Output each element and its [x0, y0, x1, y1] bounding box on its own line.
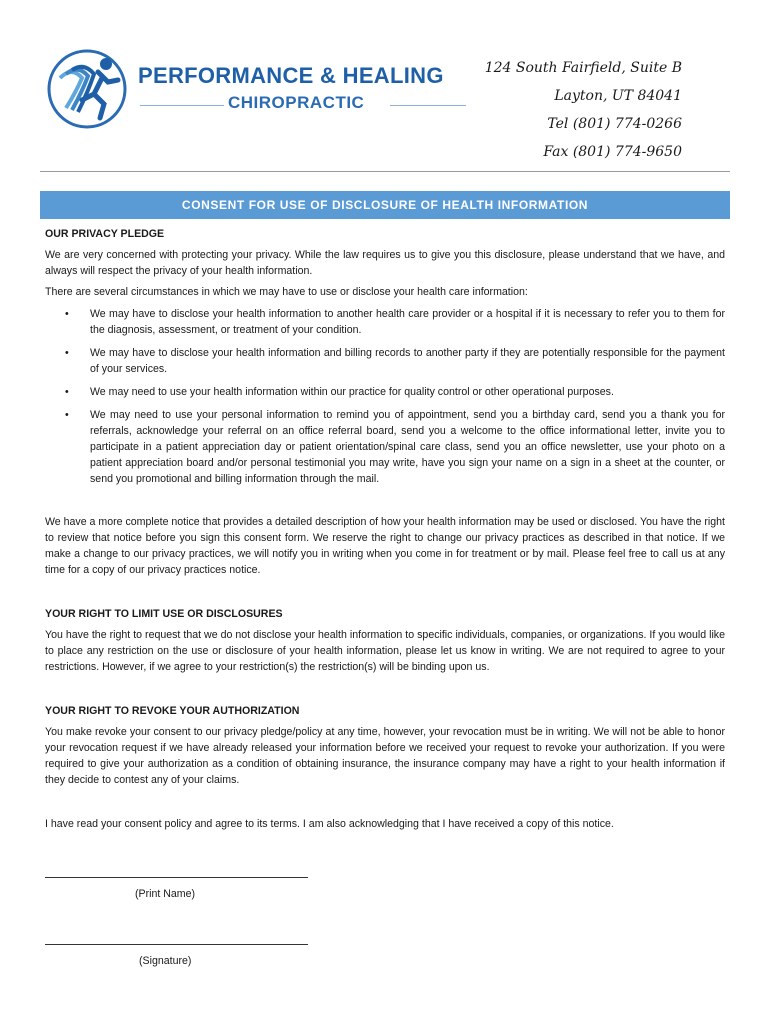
acknowledgement-statement: I have read your consent policy and agree to its terms. I am also acknowledging that I have received a copy of this notice.	[45, 818, 614, 830]
phone-number: Tel (801) 774-0266	[547, 116, 682, 132]
list-item: • We may have to disclose your health information and billing records to another party if they are potentially responsible for the payment of your services.	[65, 347, 725, 375]
brand-name: PERFORMANCE & HEALING	[138, 63, 444, 88]
revoke-authorization-body: You make revoke your consent to our privacy pledge/policy at any time, however, your revocation must be in writing. We will not be able to honor your revocation request if we have already released your information before we received your request to revoke your authorization. If you were required to give your authorization as a condition of obtaining insurance, the insurance company may have a right to your health information if they decide to contest any of your claims.	[45, 726, 725, 786]
fax-number: Fax (801) 774-9650	[543, 144, 682, 160]
revoke-authorization-heading: YOUR RIGHT TO REVOKE YOUR AUTHORIZATION	[45, 705, 300, 717]
brand-subtitle: CHIROPRACTIC	[228, 93, 365, 112]
address-line-1: 124 South Fairfield, Suite B	[484, 60, 682, 76]
signature-line[interactable]	[45, 944, 308, 945]
brand-rule-right	[390, 105, 466, 106]
limit-disclosures-heading: YOUR RIGHT TO LIMIT USE OR DISCLOSURES	[45, 608, 283, 620]
form-body	[45, 224, 725, 832]
circumstances-lead: There are several circumstances in which we may have to use or disclose your health care information:	[45, 286, 528, 298]
list-item: • We may have to disclose your health information to another health care provider or a hospital if it is necessary to refer you to them for the diagnosis, assessment, or treatment of your condition.	[65, 308, 725, 336]
form-title-banner: CONSENT FOR USE OF DISCLOSURE OF HEALTH INFORMATION	[40, 191, 730, 219]
privacy-notice-paragraph: We have a more complete notice that provides a detailed description of how your health information may be used or disclosed. You have the right to review that notice before you sign this consent form. We reserve the right to change our privacy practices as described in that notice. If we make a change to our privacy practices, we will notify you in writing when you come in for treatment or by mail. Please feel free to call us at any time for a copy of our privacy practices notice.	[45, 516, 725, 576]
print-name-label: (Print Name)	[135, 888, 196, 900]
practice-address	[485, 54, 682, 166]
circumstances-list	[45, 306, 725, 487]
privacy-pledge-heading: OUR PRIVACY PLEDGE	[45, 228, 165, 240]
bullet-icon: •	[65, 386, 69, 398]
print-name-line[interactable]	[45, 877, 308, 878]
list-item: • We may need to use your health information within our practice for quality control or other operational purposes.	[65, 386, 614, 398]
address-line-2: Layton, UT 84041	[554, 88, 682, 104]
list-item: • We may need to use your personal information to remind you of appointment, send you a birthday card, send you a thank you for referrals, acknowledge your referral on an office referral board, send you a welcome to the office informational letter, invite you to participate in a patient appreciation day or patient orientation/spinal care class, send you an office newsletter, use your photo on a patient appreciation board and/or personal testimonial you may write, have you sign your name on a sign in a sheet at the counter, or send you promotional and billing information through the mail.	[65, 409, 725, 485]
limit-disclosures-body: You have the right to request that we do not disclose your health information to specific individuals, companies, or organizations. If you would like to place any restriction on the use or disclosure of your health information, please let us know in writing. We are not required to agree to your restrictions. However, if we agree to your restriction(s) the restriction(s) will be binding upon us.	[45, 629, 725, 673]
bullet-icon: •	[65, 308, 69, 320]
privacy-pledge-intro: We are very concerned with protecting your privacy. While the law requires us to give you this disclosure, please understand that we have, and always will respect the privacy of your health information.	[45, 249, 725, 277]
signature-label: (Signature)	[139, 955, 192, 967]
bullet-icon: •	[65, 409, 69, 421]
header-divider	[40, 171, 730, 172]
brand-rule-left	[140, 105, 224, 106]
runner-logo-icon	[46, 48, 128, 130]
bullet-icon: •	[65, 347, 69, 359]
